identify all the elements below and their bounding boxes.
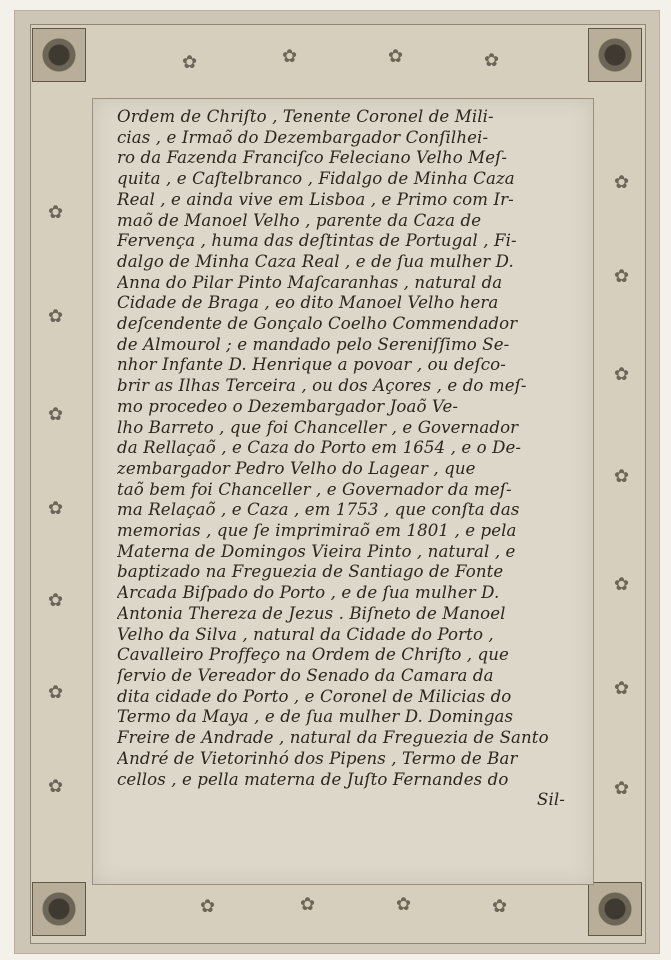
text-line: dalgo de Minha Caza Real , e de ſua mulher D. xyxy=(117,251,514,271)
corner-ornament-bottom-left xyxy=(32,882,86,936)
text-line: cellos , e pella materna de Juſto Fernandes do xyxy=(117,769,509,789)
floral-ornament-icon: ✿ xyxy=(282,46,298,67)
text-line: cias , e Irmaõ do Dezembargador Conſilhei- xyxy=(117,127,489,147)
text-line: nhor Infante D. Henrique a povoar , ou deſco- xyxy=(117,355,506,375)
floral-ornament-icon: ✿ xyxy=(48,590,64,611)
text-line: baptizado na Freguezia de Santiago de Fonte xyxy=(117,562,504,582)
floral-ornament-icon: ✿ xyxy=(614,364,630,385)
floral-ornament-icon: ✿ xyxy=(492,896,508,917)
corner-ornament-top-right xyxy=(588,28,642,82)
text-line: ro da Fazenda Franciſco Feleciano Velho Meſ- xyxy=(117,148,508,168)
text-line: deſcendente de Gonçalo Coelho Commendador xyxy=(117,314,518,334)
text-line: Materna de Domingos Vieira Pinto , natural , e xyxy=(117,541,516,561)
floral-ornament-icon: ✿ xyxy=(300,894,316,915)
floral-ornament-icon: ✿ xyxy=(614,172,630,193)
floral-ornament-icon: ✿ xyxy=(614,466,630,487)
text-line: mo procedeo o Dezembargador Joaõ Ve- xyxy=(117,396,459,416)
floral-ornament-icon: ✿ xyxy=(388,46,404,67)
text-line: memorias , que ſe imprimiraõ em 1801 , e pela xyxy=(117,521,517,541)
text-line: maõ de Manoel Velho , parente da Caza de xyxy=(117,210,482,230)
text-line: taõ bem foi Chanceller , e Governador da meſ- xyxy=(117,479,512,499)
text-line: Sil- xyxy=(537,790,565,810)
floral-ornament-icon: ✿ xyxy=(484,50,500,71)
photograph xyxy=(14,10,660,954)
text-line: Fervença , huma das deſtintas de Portugal , Fi- xyxy=(117,231,517,251)
text-line: Velho da Silva , natural da Cidade do Porto , xyxy=(117,624,494,644)
text-line: Cidade de Braga , eo dito Manoel Velho hera xyxy=(117,293,499,313)
text-line: ma Relaçaõ , e Caza , em 1753 , que conſta das xyxy=(117,500,520,520)
floral-ornament-icon: ✿ xyxy=(48,498,64,519)
floral-ornament-icon: ✿ xyxy=(614,678,630,699)
floral-ornament-icon: ✿ xyxy=(48,306,64,327)
floral-ornament-icon: ✿ xyxy=(48,202,64,223)
text-line: brir as Ilhas Terceira , ou dos Açores , e do meſ- xyxy=(117,376,527,396)
text-line: Cavalleiro Proffeço na Ordem de Chriſto , que xyxy=(117,645,509,665)
floral-ornament-icon: ✿ xyxy=(396,894,412,915)
floral-ornament-icon: ✿ xyxy=(614,778,630,799)
corner-ornament-top-left xyxy=(32,28,86,82)
text-line: ſervio de Vereador do Senado da Camara da xyxy=(117,665,494,685)
document-page xyxy=(92,98,594,885)
text-line: quita , e Caſtelbranco , Fidalgo de Minha Caza xyxy=(117,169,515,189)
text-line: dita cidade do Porto , e Coronel de Milicias do xyxy=(117,686,512,706)
floral-ornament-icon: ✿ xyxy=(182,52,198,73)
corner-ornament-bottom-right xyxy=(588,882,642,936)
floral-ornament-icon: ✿ xyxy=(48,404,64,425)
floral-ornament-icon: ✿ xyxy=(200,896,216,917)
floral-ornament-icon: ✿ xyxy=(48,776,64,797)
text-line: Antonia Thereza de Jezus . Biſneto de Manoel xyxy=(117,603,506,623)
text-line: Real , e ainda vive em Lisboa , e Primo com Ir- xyxy=(117,189,514,209)
floral-ornament-icon: ✿ xyxy=(614,574,630,595)
document-text xyxy=(117,107,565,811)
text-line: André de Vietorinhó dos Pipens , Termo de Bar xyxy=(117,748,518,768)
text-line: da Rellaçaõ , e Caza do Porto em 1654 , e o De- xyxy=(117,438,522,458)
floral-ornament-icon: ✿ xyxy=(48,682,64,703)
text-line: Termo da Maya , e de ſua mulher D. Domingas xyxy=(117,707,514,727)
text-line: Ordem de Chriſto , Tenente Coronel de Mili- xyxy=(117,107,494,126)
text-line: Arcada Biſpado do Porto , e de ſua mulher D. xyxy=(117,583,500,603)
text-line: lho Barreto , que foi Chanceller , e Governador xyxy=(117,417,519,437)
text-line: de Almourol ; e mandado pelo Sereniſſimo Se- xyxy=(117,334,510,354)
text-line: Anna do Pilar Pinto Maſcaranhas , natural da xyxy=(117,272,503,292)
text-line: zembargador Pedro Velho do Lagear , que xyxy=(117,458,476,478)
text-line: Freire de Andrade , natural da Freguezia de Santo xyxy=(117,728,549,748)
floral-ornament-icon: ✿ xyxy=(614,266,630,287)
